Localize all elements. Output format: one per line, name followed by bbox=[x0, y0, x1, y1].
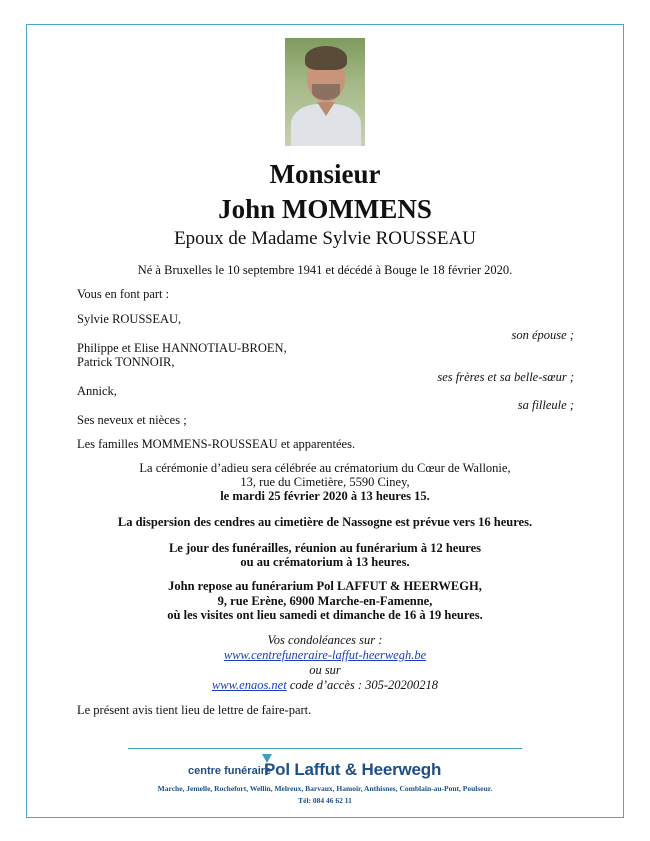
title-monsieur: Monsieur bbox=[269, 159, 381, 189]
condolences-or: ou sur bbox=[309, 663, 341, 677]
footer-divider bbox=[128, 748, 522, 749]
ceremony-date: le mardi 25 février 2020 à 13 heures 15. bbox=[220, 489, 430, 503]
family-relation: son épouse ; bbox=[511, 328, 574, 342]
logo-brand-name: Pol Laffut & Heerwegh bbox=[264, 760, 442, 779]
family-name: Philippe et Elise HANNOTIAU-BROEN, bbox=[77, 341, 287, 355]
access-code: code d’accès : 305-20200218 bbox=[286, 678, 439, 692]
dispersion-text: La dispersion des cendres au cimetière de Nassogne est prévue vers 16 heures. bbox=[117, 515, 533, 529]
nephews-text: Ses neveux et nièces ; bbox=[77, 413, 187, 427]
rest-line: 9, rue Erène, 6900 Marche-en-Famenne, bbox=[217, 594, 433, 608]
spouse-line: Epoux de Madame Sylvie ROUSSEAU bbox=[174, 228, 476, 249]
family-name: Sylvie ROUSSEAU, bbox=[77, 312, 182, 326]
footer-phone: Tél: 084 46 62 11 bbox=[298, 796, 352, 805]
rest-line: John repose au funérarium Pol LAFFUT & HEERWEGH, bbox=[168, 579, 482, 593]
family-relation: ses frères et sa belle-sœur ; bbox=[437, 370, 574, 384]
condolences-label: Vos condoléances sur : bbox=[267, 633, 383, 647]
condolences-link-laffut[interactable]: www.centrefuneraire-laffut-heerwegh.be bbox=[223, 648, 427, 662]
meeting-line: Le jour des funérailles, réunion au funérarium à 12 heures bbox=[168, 541, 482, 555]
families-text: Les familles MOMMENS-ROUSSEAU et apparentées. bbox=[77, 437, 356, 451]
meeting-line: ou au crématorium à 13 heures. bbox=[240, 555, 410, 569]
rest-line: où les visites ont lieu samedi et dimanche de 16 à 19 heures. bbox=[167, 608, 483, 622]
intro-text: Vous en font part : bbox=[77, 287, 170, 301]
family-name: Annick, bbox=[77, 384, 117, 398]
logo-tagline: centre funéraire bbox=[188, 765, 272, 777]
footer-locations: Marche, Jemelle, Rochefort, Wellin, Melreux, Barvaux, Hamoir, Anthisnes, Comblain-au-Pont, Poulseur. bbox=[157, 784, 493, 793]
ceremony-line: La cérémonie d’adieu sera célébrée au crématorium du Cœur de Wallonie, bbox=[139, 461, 511, 475]
condolences-link-enaos[interactable]: www.enaos.net bbox=[211, 678, 287, 692]
family-name: Patrick TONNOIR, bbox=[77, 355, 175, 369]
portrait-photo bbox=[285, 38, 365, 146]
birth-death-line: Né à Bruxelles le 10 septembre 1941 et décédé à Bouge le 18 février 2020. bbox=[137, 263, 513, 277]
family-relation: sa filleule ; bbox=[517, 398, 574, 412]
closing-text: Le présent avis tient lieu de lettre de faire-part. bbox=[77, 703, 312, 717]
deceased-name: John MOMMENS bbox=[218, 194, 432, 224]
ceremony-address: 13, rue du Cimetière, 5590 Ciney, bbox=[240, 475, 410, 489]
